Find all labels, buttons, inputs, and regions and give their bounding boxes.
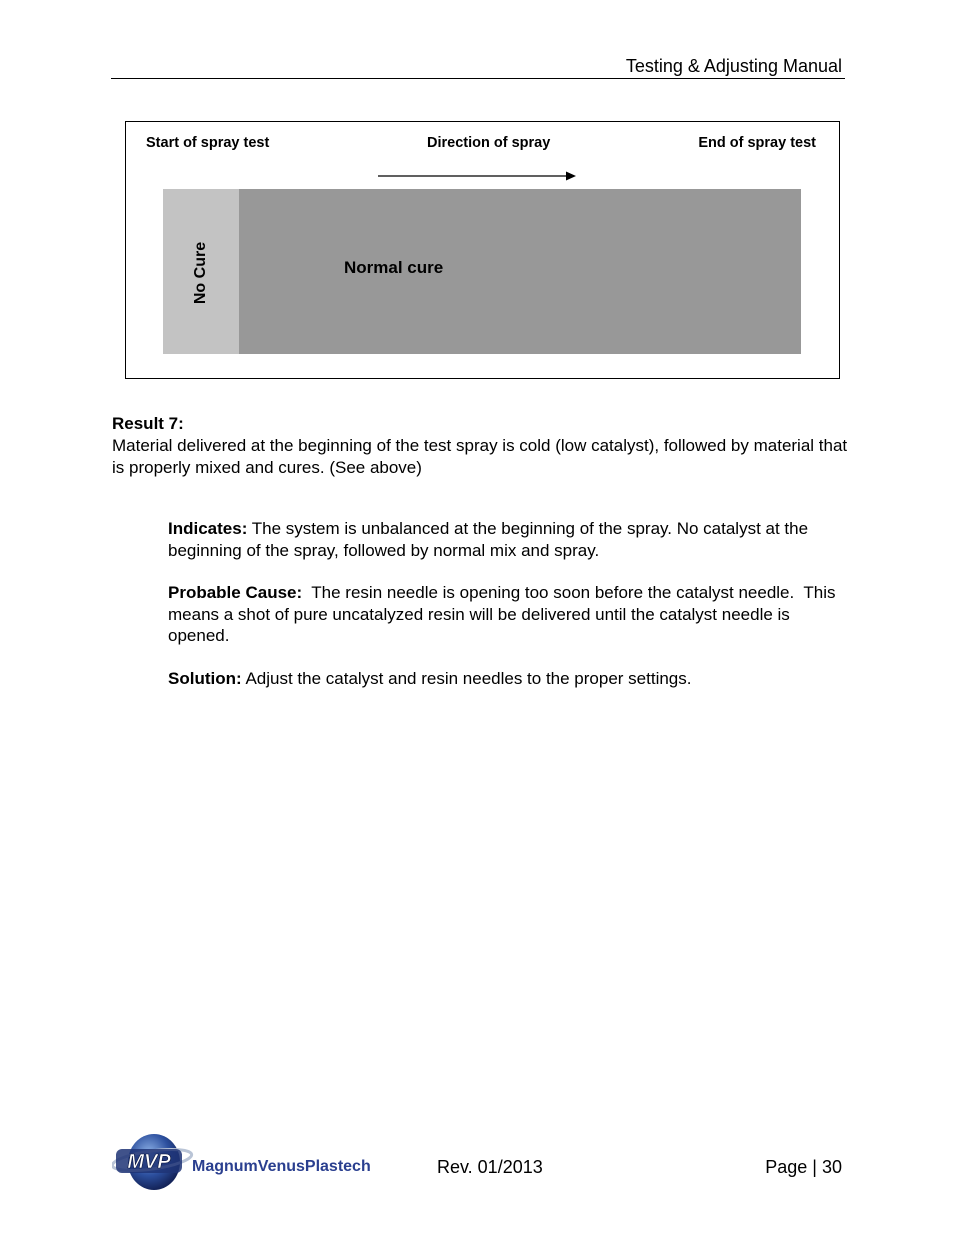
revision-label: Rev. 01/2013 (437, 1157, 543, 1177)
solution-paragraph (168, 668, 853, 690)
probable-cause-label: Probable Cause: (168, 583, 303, 602)
logo-mark-text: MVP (127, 1151, 171, 1173)
probable-cause-text: The resin needle is opening too soon before the catalyst needle. This means a shot of pure uncatalyzed resin will be delivered until the catalyst needle is opened. (168, 583, 841, 645)
spray-test-diagram (125, 121, 840, 379)
page-number: Page | 30 (765, 1157, 842, 1177)
header-divider (111, 78, 845, 79)
direction-label: Direction of spray (427, 135, 551, 151)
indicates-text: The system is unbalanced at the beginning of the spray. No catalyst at the beginning of the spray, followed by normal mix and spray. (168, 519, 809, 560)
normal-cure-label: Normal cure (344, 258, 444, 277)
result-title: Result 7: (112, 414, 184, 433)
end-label: End of spray test (698, 135, 816, 151)
probable-cause-paragraph (168, 582, 853, 647)
header-title: Testing & Adjusting Manual (625, 56, 842, 76)
spray-strip (163, 189, 801, 354)
company-logo (112, 1130, 402, 1192)
no-cure-zone (163, 189, 239, 354)
no-cure-label: No Cure (192, 241, 209, 305)
direction-arrow-icon (378, 170, 576, 182)
start-label: Start of spray test (146, 135, 270, 151)
indicates-paragraph (168, 518, 853, 561)
solution-text: Adjust the catalyst and resin needles to the proper settings. (241, 669, 692, 688)
company-name: MagnumVenusPlastech (192, 1158, 371, 1175)
indicates-label: Indicates: (168, 519, 248, 538)
result-description: Material delivered at the beginning of the test spray is cold (low catalyst), followed by material that is properly mixed and cures. (See above) (112, 436, 848, 477)
solution-label: Solution: (168, 669, 242, 688)
